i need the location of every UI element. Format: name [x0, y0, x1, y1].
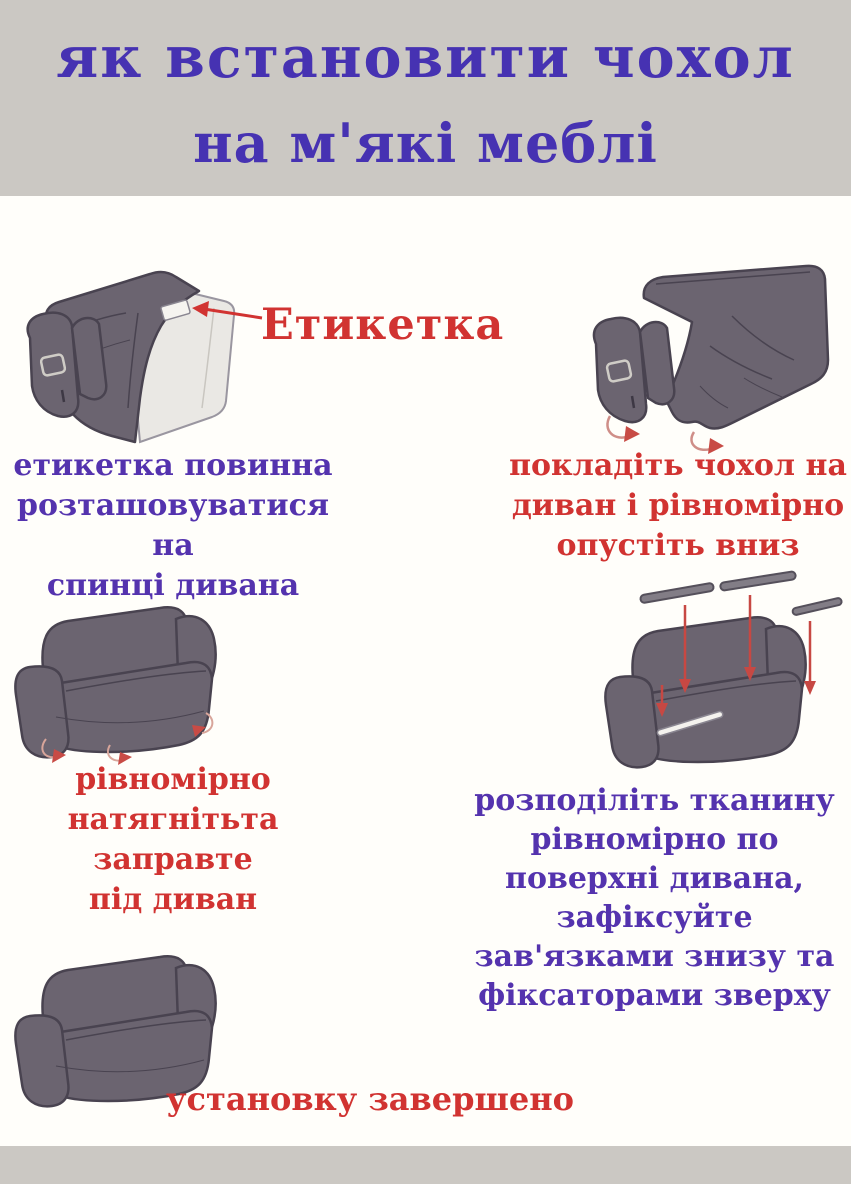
- sofa-back-flap-illustration: [18, 258, 270, 456]
- step4-caption: [458, 781, 851, 1015]
- sofa-arm: [15, 666, 68, 757]
- page-title-line1: як встановити чохол: [56, 24, 795, 91]
- sofa-rods-illustration: [592, 565, 848, 777]
- caption-line: установку завершено: [166, 1080, 574, 1118]
- footer-band: [0, 1146, 851, 1184]
- caption-line: опустіть вниз: [556, 528, 800, 563]
- sofa-arm: [28, 313, 79, 417]
- sofa-tuck-illustration: [10, 593, 252, 765]
- header-band: [0, 0, 851, 196]
- caption-line: рівномірно: [75, 762, 271, 797]
- caption-line: спинці дивана: [46, 568, 300, 603]
- caption-line: зав'язками знизу та: [474, 939, 835, 974]
- caption-line: натягнітьта заправте: [67, 802, 279, 877]
- step1-caption: [2, 446, 344, 606]
- step2-caption: [505, 446, 851, 566]
- caption-line: етикетка повинна: [13, 448, 333, 483]
- sofa-cover: [644, 266, 828, 429]
- step3-caption: [2, 760, 344, 920]
- page-title-line2: на м'які меблі: [193, 111, 658, 175]
- sofa-covered-illustration: [582, 258, 846, 458]
- caption-line: фіксаторами зверху: [478, 978, 831, 1013]
- caption-line: зафіксуйте: [556, 900, 753, 935]
- label-callout: Етикетка: [261, 300, 505, 350]
- caption-line: поверхні дивана,: [505, 861, 804, 896]
- caption-line: під диван: [88, 882, 258, 917]
- caption-line: покладіть чохол на: [509, 448, 847, 483]
- step5-caption: [140, 1078, 600, 1120]
- caption-line: диван і рівномірно: [511, 488, 845, 523]
- foam-rod-icon: [640, 571, 842, 615]
- caption-line: розташовуватися на: [16, 488, 329, 563]
- caption-line: розподіліть тканину: [474, 783, 835, 818]
- caption-line: рівномірно по: [530, 822, 779, 857]
- sofa-arm: [594, 318, 646, 422]
